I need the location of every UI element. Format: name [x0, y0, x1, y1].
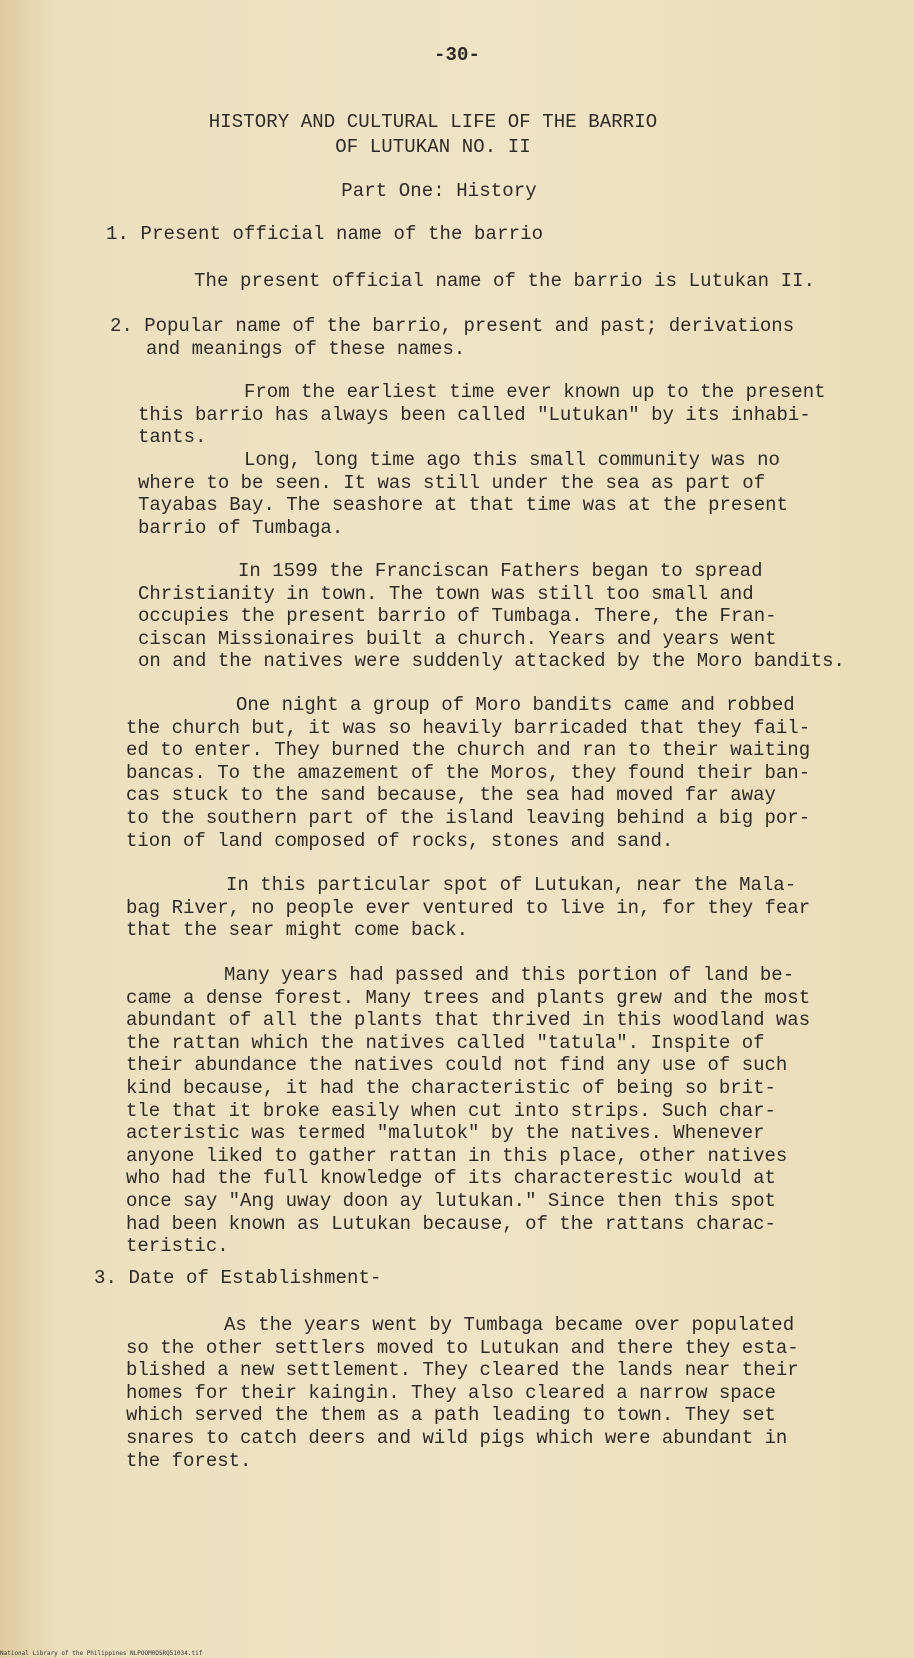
paragraph-line: snares to catch deers and wild pigs which were abundant in [126, 1426, 788, 1449]
paragraph-line: As the years went by Tumbaga became over populated [224, 1314, 795, 1336]
paragraph-line: their abundance the natives could not find any use of such [126, 1054, 788, 1077]
paragraph-line: on and the natives were suddenly attacked by the Moro bandits. [138, 650, 845, 673]
paragraph-line: bancas. To the amazement of the Moros, they found their ban- [126, 761, 811, 784]
paragraph-line: abundant of all the plants that thrived in this woodland was [126, 1009, 811, 1032]
paragraph-line: Long, long time ago this small community was no [244, 449, 780, 471]
paragraph-line: In this particular spot of Lutukan, near the Mala- [226, 874, 797, 896]
scan-footer: National Library of the Philippines NLPOOM0DSRQ51034.tif [0, 1650, 203, 1657]
paragraph-line: once say "Ang uway doon ay lutukan." Since then this spot [126, 1189, 776, 1212]
paragraph-line: blished a new settlement. They cleared the lands near their [126, 1359, 799, 1382]
question-1: 1. Present official name of the barrio [106, 223, 544, 245]
paragraph-line: had been known as Lutukan because, of the rattans charac- [126, 1212, 776, 1235]
paragraph-line: homes for their kaingin. They also cleared a narrow space [126, 1381, 776, 1404]
paragraph-line: ed to enter. They burned the church and ran to their waiting [126, 739, 811, 762]
paragraph-line: bag River, no people ever ventured to live in, for they fear [126, 896, 811, 919]
paragraph-1 [138, 381, 826, 449]
paragraph-line: tion of land composed of rocks, stones and sand. [126, 829, 674, 852]
paragraph-line: that the sear might come back. [126, 919, 469, 942]
paragraph-line: teristic. [126, 1235, 229, 1258]
paragraph-line: came a dense forest. Many trees and plants grew and the most [126, 986, 811, 1009]
question-1-answer: The present official name of the barrio is Lutukan II. [194, 270, 816, 292]
paragraph-line: the rattan which the natives called "tatula". Inspite of [126, 1031, 765, 1054]
paragraph-7 [126, 1314, 799, 1472]
question-2-line: and meanings of these names. [146, 337, 466, 360]
paragraph-2 [138, 449, 788, 539]
paragraph-line: Tayabas Bay. The seashore at that time was at the present [138, 494, 788, 517]
paragraph-line: From the earliest time ever known up to the present [244, 381, 826, 403]
paragraph-6 [126, 964, 810, 1258]
paragraph-line: occupies the present barrio of Tumbaga. There, the Fran- [138, 605, 777, 628]
paragraph-line: the church but, it was so heavily barricaded that they fail- [126, 716, 811, 739]
question-2-line: 2. Popular name of the barrio, present and past; derivations [110, 315, 795, 337]
paragraph-line: tants. [138, 426, 207, 449]
document-title-line-2: OF LUTUKAN NO. II [335, 136, 531, 158]
paragraph-line: who had the full knowledge of its characterestic would at [126, 1167, 776, 1190]
paragraph-line: ciscan Missionaires built a church. Years and years went [138, 627, 777, 650]
paragraph-3 [138, 560, 845, 673]
paragraph-line: Many years had passed and this portion of land be- [224, 964, 795, 986]
paragraph-line: where to be seen. It was still under the sea as part of [138, 471, 766, 494]
question-3: 3. Date of Establishment- [94, 1267, 382, 1289]
paragraph-line: so the other settlers moved to Lutukan and there they esta- [126, 1336, 799, 1359]
question-2 [110, 315, 794, 360]
paragraph-line: One night a group of Moro bandits came and robbed [236, 694, 795, 716]
paragraph-line: anyone liked to gather rattan in this place, other natives [126, 1144, 788, 1167]
paragraph-line: cas stuck to the sand because, the sea had moved far away [126, 784, 776, 807]
paragraph-line: tle that it broke easily when cut into strips. Such char- [126, 1099, 776, 1122]
paragraph-line: this barrio has always been called "Lutukan" by its inhabi- [138, 403, 811, 426]
paragraph-5 [126, 874, 810, 942]
paragraph-line: the forest. [126, 1449, 252, 1472]
paragraph-line: kind because, it had the characteristic of being so brit- [126, 1076, 776, 1099]
paragraph-line: barrio of Tumbaga. [138, 516, 344, 539]
paragraph-4 [126, 694, 810, 852]
paragraph-line: Christianity in town. The town was still too small and [138, 582, 754, 605]
page-number: -30- [433, 44, 480, 66]
paragraph-line: In 1599 the Franciscan Fathers began to spread [238, 560, 763, 582]
document-title-line-1: HISTORY AND CULTURAL LIFE OF THE BARRIO [208, 111, 658, 133]
paragraph-line: which served the them as a path leading to town. They set [126, 1404, 776, 1427]
paragraph-line: acteristic was termed "malutok" by the natives. Whenever [126, 1122, 765, 1145]
paragraph-line: to the southern part of the island leaving behind a big por- [126, 806, 811, 829]
part-title: Part One: History [341, 180, 537, 202]
